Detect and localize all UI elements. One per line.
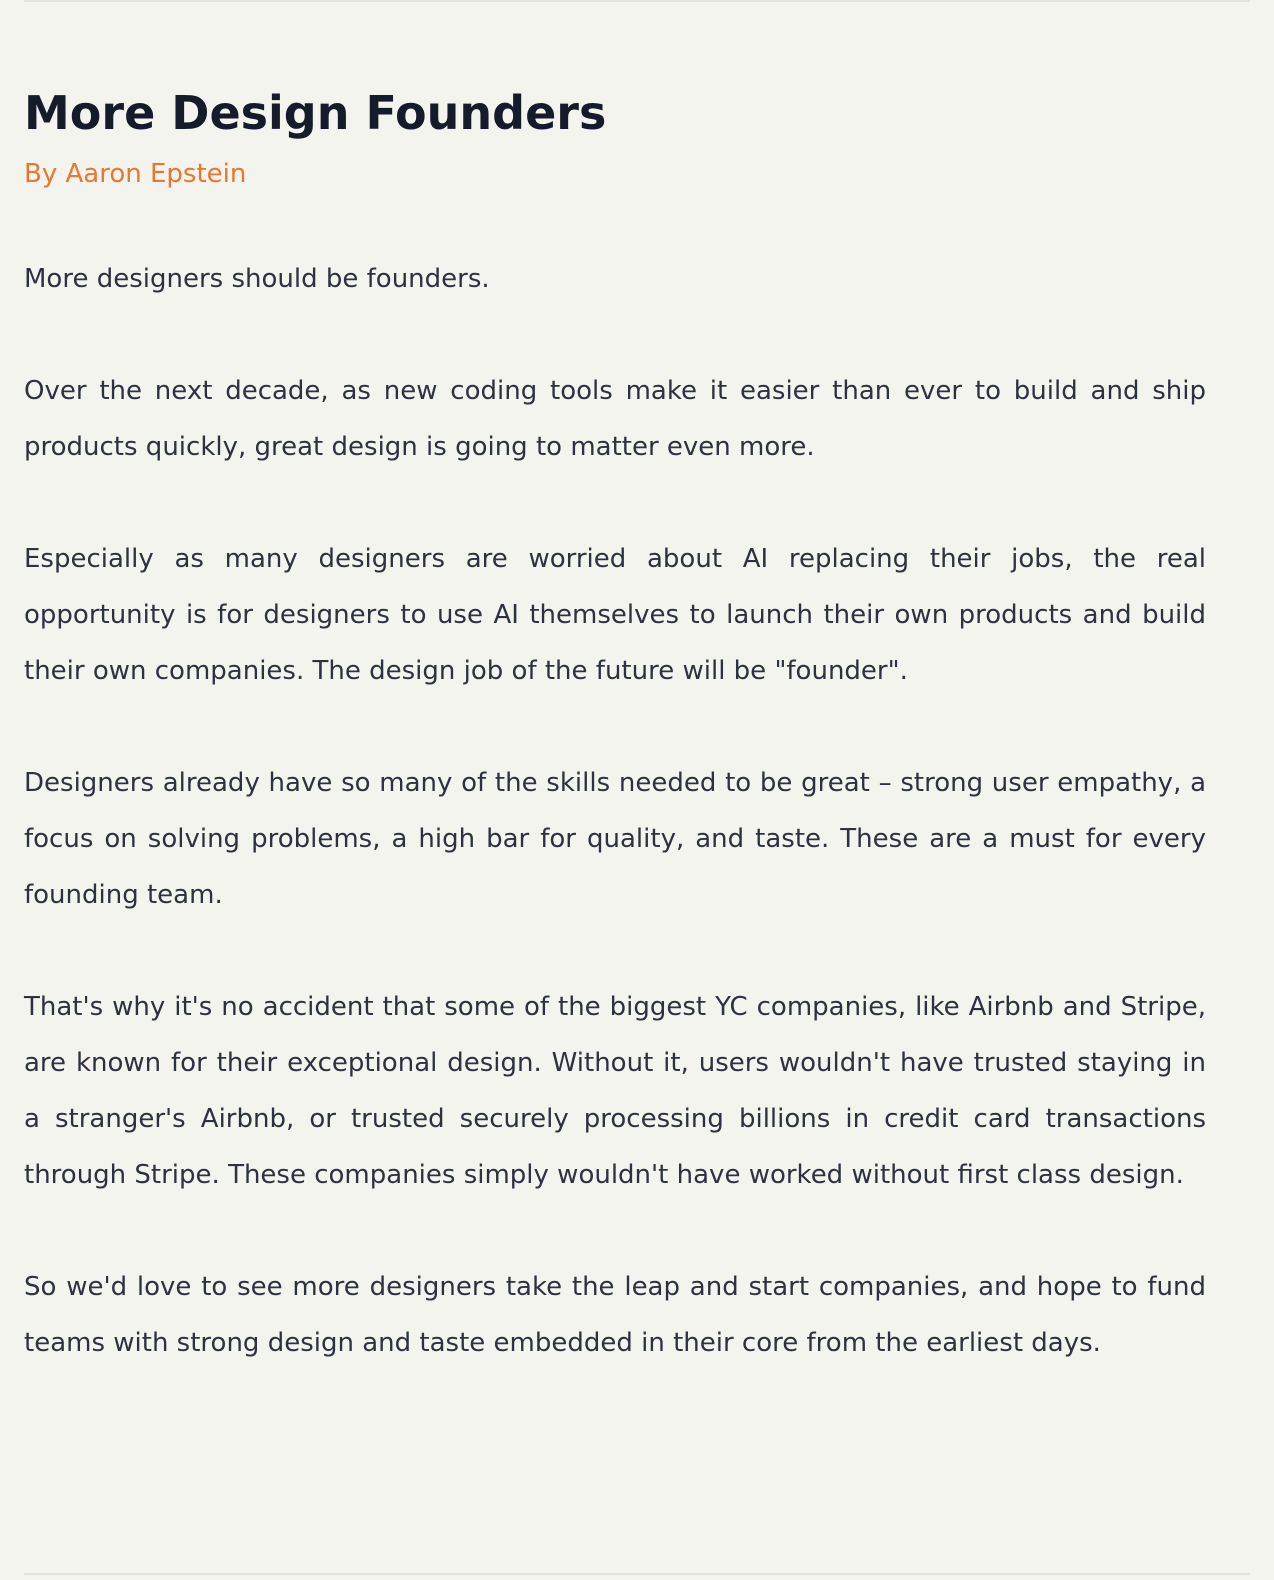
paragraph-5: That's why it's no accident that some of the biggest YC companies, like Airbnb and Stripe, are known for their exceptional design. Without it, users wouldn't have trusted staying in a stranger's Airbnb, or trusted securely processing billions in credit card transactions through Stripe. These companies simply wouldn't have worked without first class design. bbox=[24, 992, 1206, 1190]
paragraph-2: Over the next decade, as new coding tools make it easier than ever to build and ship products quickly, great design is going to matter even more. bbox=[24, 376, 1206, 462]
bottom-divider bbox=[24, 1573, 1250, 1575]
paragraph-6: So we'd love to see more designers take the leap and start companies, and hope to fund teams with strong design and taste embedded in their core from the earliest days. bbox=[24, 1272, 1206, 1358]
article-byline[interactable]: By Aaron Epstein bbox=[24, 159, 247, 189]
paragraph-4: Designers already have so many of the skills needed to be great – strong user empathy, a focus on solving problems, a high bar for quality, and taste. These are a must for every founding team. bbox=[24, 768, 1206, 910]
top-divider bbox=[24, 0, 1250, 2]
paragraph-1: More designers should be founders. bbox=[24, 264, 490, 294]
article-body bbox=[24, 251, 1206, 1371]
article-title: More Design Founders bbox=[24, 86, 607, 140]
paragraph-3: Especially as many designers are worried about AI replacing their jobs, the real opportunity is for designers to use AI themselves to launch their own products and build their own companies. The design job of the future will be "founder". bbox=[24, 544, 1206, 686]
article bbox=[24, 83, 1206, 1427]
